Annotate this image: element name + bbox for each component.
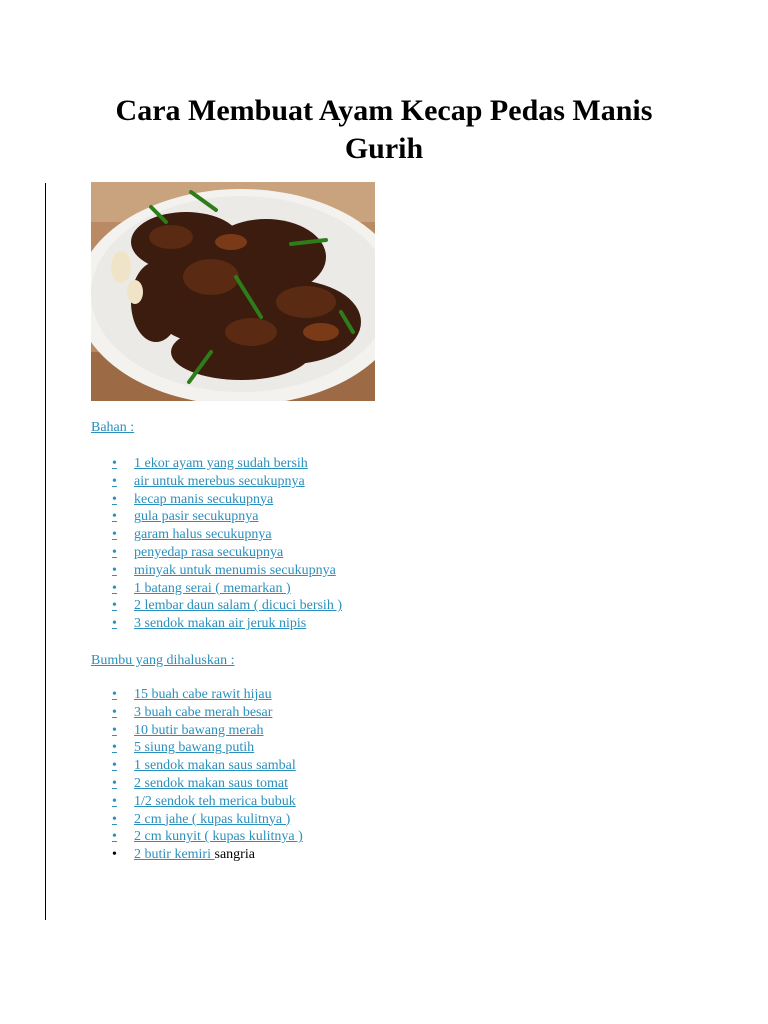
- bahan-list: [112, 455, 342, 633]
- list-item[interactable]: • gula pasir secukupnya: [112, 509, 259, 525]
- bumbu-label[interactable]: Bumbu yang dihaluskan :: [91, 653, 235, 668]
- list-item[interactable]: • air untuk merebus secukupnya: [112, 473, 305, 489]
- list-item[interactable]: • penyedap rasa secukupnya: [112, 544, 284, 560]
- list-item[interactable]: • 3 buah cabe merah besar: [112, 704, 273, 720]
- bumbu-list: [112, 686, 303, 864]
- list-item[interactable]: • 15 buah cabe rawit hijau: [112, 687, 272, 702]
- bullet-icon: •: [112, 509, 117, 525]
- bullet-icon: •: [112, 598, 117, 614]
- list-item[interactable]: • 5 siung bawang putih: [112, 740, 255, 756]
- kemiri-link[interactable]: 2 butir kemiri: [134, 847, 215, 863]
- bullet-icon: •: [112, 687, 117, 702]
- bullet-icon: •: [112, 580, 117, 596]
- list-item[interactable]: • 1/2 sendok teh merica bubuk: [112, 793, 296, 809]
- bullet-icon: •: [112, 562, 117, 578]
- left-margin-line: [45, 183, 46, 920]
- bullet-icon: •: [112, 847, 117, 863]
- bullet-icon: •: [112, 491, 117, 507]
- bullet-icon: •: [112, 616, 117, 632]
- bullet-icon: •: [112, 793, 117, 809]
- bullet-icon: •: [112, 473, 117, 489]
- bullet-icon: •: [112, 758, 117, 774]
- list-item[interactable]: • 2 cm jahe ( kupas kulitnya ): [112, 811, 291, 827]
- bahan-label[interactable]: Bahan :: [91, 420, 135, 435]
- bullet-icon: •: [112, 811, 117, 827]
- list-item[interactable]: • 2 cm kunyit ( kupas kulitnya ): [112, 829, 303, 845]
- bullet-icon: •: [112, 775, 117, 791]
- list-item[interactable]: • 2 sendok makan saus tomat: [112, 775, 288, 791]
- list-item[interactable]: • kecap manis secukupnya: [112, 491, 274, 507]
- list-item[interactable]: • minyak untuk menumis secukupnya: [112, 562, 336, 578]
- list-item[interactable]: [112, 846, 303, 864]
- list-item[interactable]: • 10 butir bawang merah: [112, 722, 264, 738]
- bullet-icon: •: [112, 740, 117, 756]
- bullet-icon: •: [112, 527, 117, 543]
- page-title: Cara Membuat Ayam Kecap Pedas Manis Gurih: [115, 94, 653, 165]
- bullet-icon: •: [112, 704, 117, 720]
- trailing-text: sangria: [214, 847, 255, 863]
- bullet-icon: •: [112, 544, 117, 560]
- bullet-icon: •: [112, 722, 117, 738]
- list-item[interactable]: • 3 sendok makan air jeruk nipis: [112, 616, 307, 632]
- list-item[interactable]: • garam halus secukupnya: [112, 527, 272, 543]
- list-item[interactable]: • 1 batang serai ( memarkan ): [112, 580, 291, 596]
- list-item[interactable]: • 1 ekor ayam yang sudah bersih: [112, 456, 308, 471]
- dish-photo: [91, 182, 375, 401]
- list-item[interactable]: • 1 sendok makan saus sambal: [112, 758, 296, 774]
- list-item[interactable]: • 2 lembar daun salam ( dicuci bersih ): [112, 598, 342, 614]
- bullet-icon: •: [112, 829, 117, 845]
- bullet-icon: •: [112, 456, 117, 471]
